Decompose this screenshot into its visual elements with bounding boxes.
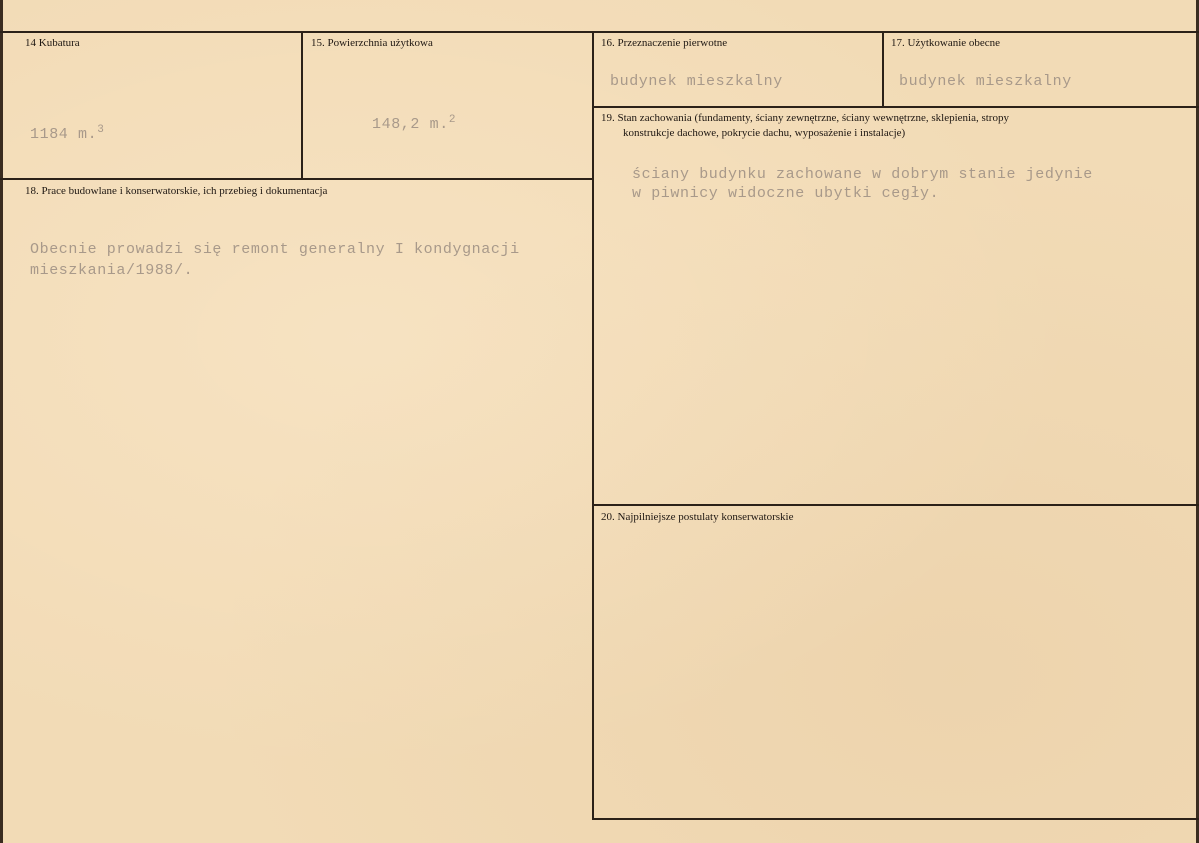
field-14-unit-sup: 3 [97, 124, 105, 136]
field-15-unit-sup: 2 [448, 114, 457, 126]
field-20-label: 20. Najpilniejsze postulaty konserwatorskie [601, 511, 794, 523]
field-17-label: 17. Użytkowanie obecne [891, 37, 1001, 49]
field-14-value [30, 124, 104, 147]
field-17-value: budynek mieszkalny [899, 73, 1072, 90]
field-19-label-line-2: konstrukcje dachowe, pokrycie dachu, wyposażenie i instalacje) [623, 127, 906, 139]
field-15-value [372, 114, 456, 137]
field-18-value-line-2: mieszkania/1988/. [30, 262, 194, 279]
field-19-value-line-1: ściany budynku zachowane w dobrym stanie jedynie [632, 166, 1093, 183]
divider-below-14-15 [0, 178, 593, 180]
bottom-border-right [592, 818, 1199, 820]
divider-16-17 [882, 31, 884, 107]
field-14-value-text: 1184 m. [30, 126, 98, 143]
field-15-value-text: 148,2 m. [372, 116, 449, 133]
field-18-value-line-1: Obecnie prowadzi się remont generalny I kondygnacji [30, 241, 520, 258]
field-16-label: 16. Przeznaczenie pierwotne [601, 37, 728, 49]
field-18-label: 18. Prace budowlane i konserwatorskie, ich przebieg i dokumentacja [25, 185, 328, 197]
top-border [0, 31, 1199, 33]
divider-below-19 [592, 504, 1199, 506]
field-16-value: budynek mieszkalny [610, 73, 783, 90]
divider-below-16-17 [592, 106, 1199, 108]
center-divider [592, 31, 594, 819]
field-19-value-line-2: w piwnicy widoczne ubytki cegły. [632, 185, 940, 202]
field-14-label: 14 Kubatura [25, 37, 80, 49]
field-15-label: 15. Powierzchnia użytkowa [311, 37, 433, 49]
sheet-left-edge [0, 0, 3, 843]
field-19-label-line-1: 19. Stan zachowania (fundamenty, ściany zewnętrzne, ściany wewnętrzne, sklepienia, stropy [601, 112, 1009, 124]
divider-14-15 [301, 31, 303, 179]
